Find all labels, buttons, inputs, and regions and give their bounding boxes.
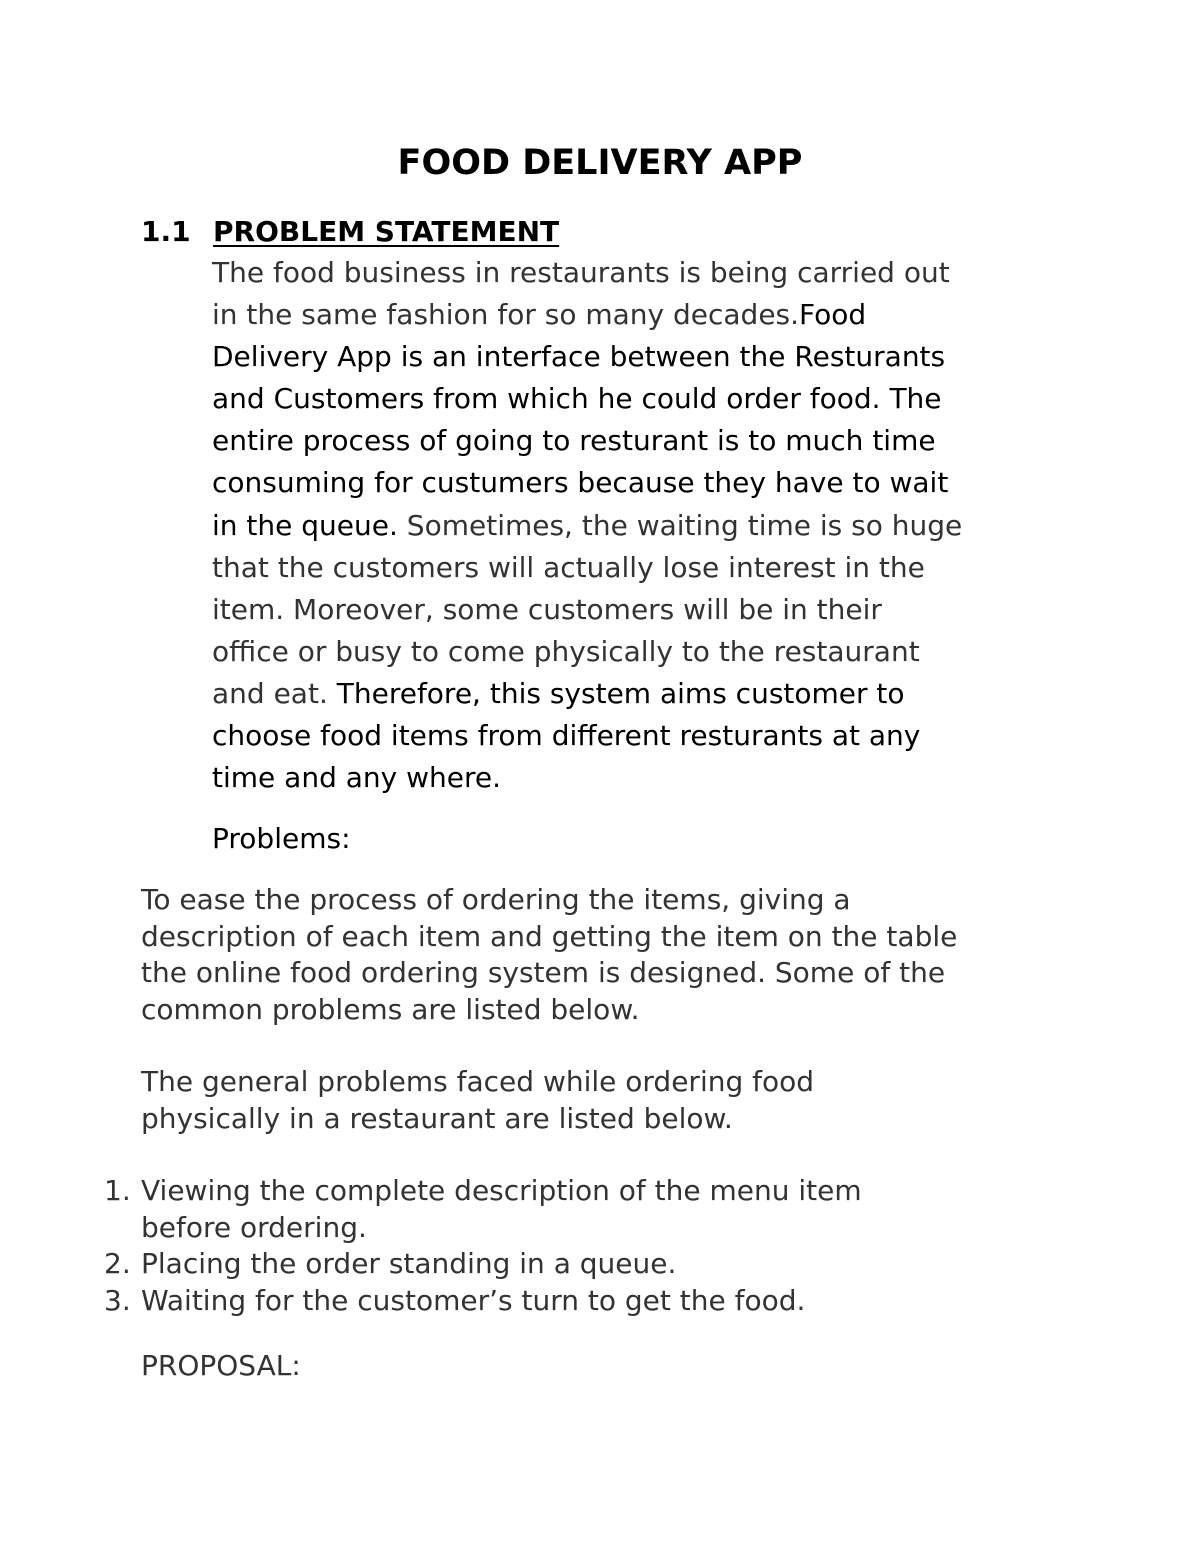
section-heading [141, 212, 559, 252]
statement-line: time and any where. [212, 761, 502, 795]
statement-line: Delivery App is an interface between the Resturants [212, 340, 946, 374]
problem-statement-paragraph [212, 252, 1082, 799]
section-number: 1.1 [141, 215, 191, 248]
statement-segment: Sometimes, the waiting time is so huge [397, 508, 963, 542]
list-item [100, 1173, 1100, 1246]
list-item-text: Placing the order standing in a queue. [141, 1247, 677, 1280]
statement-line [212, 673, 1082, 715]
problem-list [100, 1173, 1100, 1319]
list-item-text: Viewing the complete description of the menu item [141, 1174, 862, 1207]
list-item-text: Waiting for the customer’s turn to get the food. [141, 1283, 806, 1317]
document-title: FOOD DELIVERY APP [397, 143, 803, 183]
list-item [100, 1283, 1100, 1320]
statement-line [212, 505, 1082, 547]
statement-line: that the customers will actually lose interest in the [212, 550, 925, 584]
general-problems-paragraph [141, 1064, 1141, 1137]
intro-paragraph-line: To ease the process of ordering the items, giving a [141, 883, 851, 916]
general-paragraph-line: physically in a restaurant are listed below. [141, 1101, 733, 1135]
intro-paragraph [141, 882, 1141, 1028]
statement-segment: and eat. [212, 676, 328, 710]
statement-line: office or busy to come physically to the restaurant [212, 634, 920, 668]
statement-segment: in the same fashion for so many decades. [212, 298, 800, 332]
statement-line [212, 294, 1082, 336]
proposal-label: PROPOSAL: [141, 1349, 301, 1382]
statement-segment: in the queue. [212, 508, 398, 542]
list-item-text: before ordering. [141, 1210, 367, 1244]
list-item-number: 1. [104, 1174, 131, 1207]
intro-paragraph-line: common problems are listed below. [141, 992, 640, 1026]
statement-line: choose food items from different resturants at any [212, 719, 921, 753]
intro-paragraph-line: description of each item and getting the item on the table [141, 919, 958, 953]
statement-line: consuming for custumers because they have to wait [212, 466, 949, 500]
statement-line: and Customers from which he could order food. The [212, 382, 942, 416]
section-heading-text: PROBLEM STATEMENT [213, 215, 560, 248]
intro-paragraph-line: the online food ordering system is designed. Some of the [141, 956, 946, 989]
statement-line: entire process of going to resturant is to much time [212, 424, 936, 458]
general-paragraph-line: The general problems faced while ordering food [141, 1065, 815, 1098]
statement-segment: Food [799, 298, 867, 332]
list-item-number: 2. [104, 1247, 131, 1280]
problems-label: Problems: [212, 822, 351, 855]
list-item [100, 1246, 1100, 1283]
statement-segment: Therefore, this system aims customer to [327, 676, 905, 710]
statement-line: The food business in restaurants is being carried out [212, 256, 950, 289]
list-item-number: 3. [104, 1283, 131, 1317]
statement-line: item. Moreover, some customers will be in their [212, 592, 882, 626]
